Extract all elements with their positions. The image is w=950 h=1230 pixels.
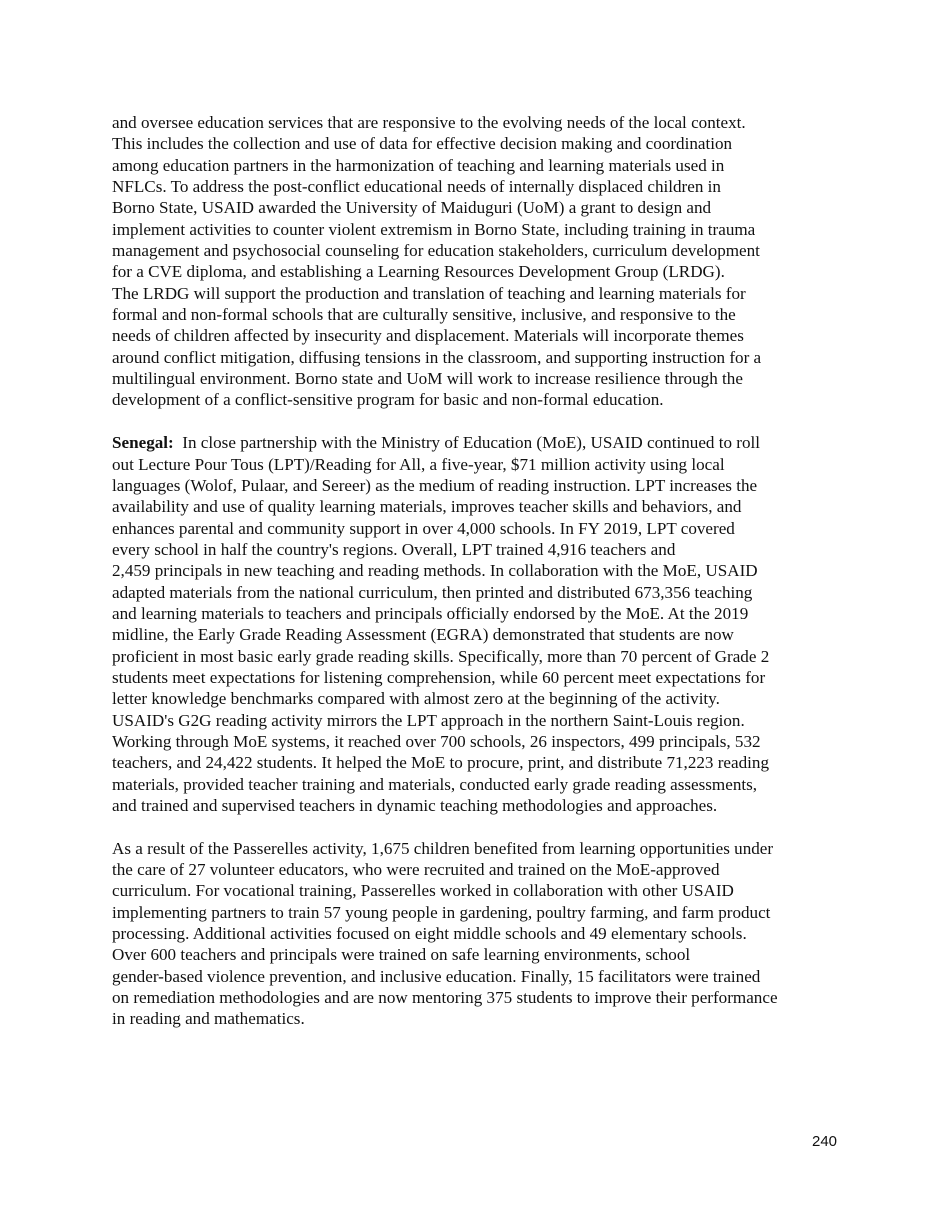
paragraph-passerelles — [112, 838, 840, 1030]
text-line: the care of 27 volunteer educators, who were recruited and trained on the MoE-approved — [112, 860, 720, 880]
page-number: 240 — [812, 1133, 838, 1150]
text-line: teachers, and 24,422 students. It helped the MoE to procure, print, and distribute 71,223 reading — [112, 753, 769, 773]
text-line: languages (Wolof, Pulaar, and Sereer) as the medium of reading instruction. LPT increases the — [112, 475, 758, 495]
text-line: Over 600 teachers and principals were trained on safe learning environments, school — [112, 945, 691, 965]
text-line: multilingual environment. Borno state and UoM will work to increase resilience through the — [112, 369, 743, 389]
text-line: management and psychosocial counseling for education stakeholders, curriculum development — [112, 241, 760, 261]
text-line-remainder: In close partnership with the Ministry of Education (MoE), USAID continued to roll — [173, 433, 761, 453]
text-line: gender-based violence prevention, and inclusive education. Finally, 15 facilitators were trained — [112, 966, 761, 986]
text-line: USAID's G2G reading activity mirrors the LPT approach in the northern Saint-Louis region. — [112, 710, 745, 730]
text-line: among education partners in the harmonization of teaching and learning materials used in — [112, 155, 725, 175]
text-line: As a result of the Passerelles activity, 1,675 children benefited from learning opportunities under — [112, 838, 774, 858]
text-line: enhances parental and community support in over 4,000 schools. In FY 2019, LPT covered — [112, 518, 735, 538]
text-line: The LRDG will support the production and translation of teaching and learning materials for — [112, 283, 746, 303]
text-line: Working through MoE systems, it reached over 700 schools, 26 inspectors, 499 principals, 532 — [112, 731, 761, 751]
text-line: needs of children affected by insecurity and displacement. Materials will incorporate themes — [112, 326, 744, 346]
paragraph-borno-context — [112, 112, 840, 411]
text-line: implement activities to counter violent extremism in Borno State, including training in trauma — [112, 219, 756, 239]
senegal-heading: Senegal: — [112, 433, 174, 453]
text-line: every school in half the country's regions. Overall, LPT trained 4,916 teachers and — [112, 539, 676, 559]
text-line: availability and use of quality learning materials, improves teacher skills and behaviors, and — [112, 497, 742, 517]
text-line: for a CVE diploma, and establishing a Learning Resources Development Group (LRDG). — [112, 262, 725, 282]
text-line: This includes the collection and use of data for effective decision making and coordination — [112, 134, 733, 154]
text-line — [112, 432, 840, 453]
text-line: around conflict mitigation, diffusing tensions in the classroom, and supporting instruction for a — [112, 347, 762, 367]
text-line: 2,459 principals in new teaching and reading methods. In collaboration with the MoE, USAID — [112, 561, 758, 581]
text-line: in reading and mathematics. — [112, 1009, 305, 1029]
text-line: curriculum. For vocational training, Passerelles worked in collaboration with other USAID — [112, 881, 734, 901]
text-line: implementing partners to train 57 young people in gardening, poultry farming, and farm product — [112, 902, 771, 922]
text-line: midline, the Early Grade Reading Assessment (EGRA) demonstrated that students are now — [112, 625, 734, 645]
text-line: formal and non-formal schools that are culturally sensitive, inclusive, and responsive to the — [112, 305, 736, 325]
text-line: and trained and supervised teachers in dynamic teaching methodologies and approaches. — [112, 796, 718, 815]
text-line: materials, provided teacher training and materials, conducted early grade reading assessments, — [112, 774, 758, 794]
text-line: processing. Additional activities focused on eight middle schools and 49 elementary schools. — [112, 924, 747, 944]
text-line: letter knowledge benchmarks compared with almost zero at the beginning of the activity. — [112, 689, 720, 709]
document-body — [112, 112, 840, 1051]
text-line: and learning materials to teachers and principals officially endorsed by the MoE. At the 2019 — [112, 603, 749, 623]
text-line: on remediation methodologies and are now mentoring 375 students to improve their performance — [112, 988, 778, 1008]
text-line: adapted materials from the national curriculum, then printed and distributed 673,356 teaching — [112, 582, 753, 602]
text-line: proficient in most basic early grade reading skills. Specifically, more than 70 percent of Grade 2 — [112, 646, 770, 666]
paragraph-senegal — [112, 432, 840, 816]
text-line: students meet expectations for listening comprehension, while 60 percent meet expectations for — [112, 667, 766, 687]
text-line: NFLCs. To address the post-conflict educational needs of internally displaced children in — [112, 177, 721, 197]
text-line: development of a conflict-sensitive program for basic and non-formal education. — [112, 390, 664, 410]
text-line: and oversee education services that are responsive to the evolving needs of the local context. — [112, 113, 746, 132]
text-line: Borno State, USAID awarded the University of Maiduguri (UoM) a grant to design and — [112, 198, 712, 218]
text-line: out Lecture Pour Tous (LPT)/Reading for All, a five-year, $71 million activity using local — [112, 454, 725, 474]
